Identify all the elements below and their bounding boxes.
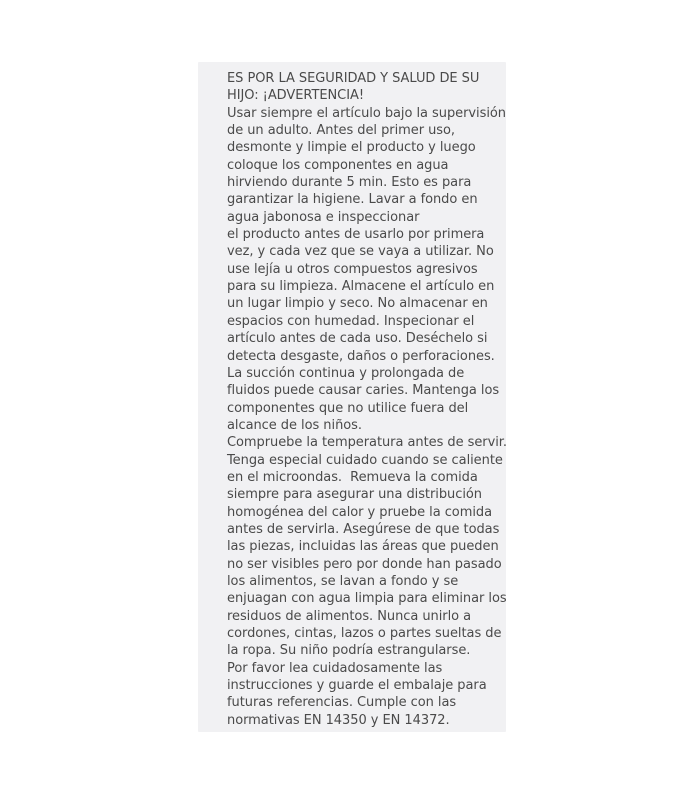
label-line: las piezas, incluidas las áreas que pueden bbox=[227, 539, 499, 555]
label-line: para su limpieza. Almacene el artículo en bbox=[227, 279, 495, 295]
label-line: siempre para asegurar una distribución bbox=[227, 487, 482, 503]
label-line: detecta desgaste, daños o perforaciones. bbox=[227, 348, 495, 364]
label-line: un lugar limpio y seco. No almacenar en bbox=[227, 296, 488, 312]
label-line: Tenga especial cuidado cuando se caliente bbox=[227, 452, 503, 468]
label-line: coloque los componentes en agua bbox=[227, 157, 449, 173]
label-line: Por favor lea cuidadosamente las bbox=[227, 660, 443, 676]
label-line: La succión continua y prolongada de bbox=[227, 365, 465, 381]
label-line: en el microondas. Remueva la comida bbox=[227, 469, 478, 485]
label-line: enjuagan con agua limpia para eliminar los bbox=[227, 591, 507, 607]
label-line: componentes que no utilice fuera del bbox=[227, 400, 469, 416]
label-line: use lejía u otros compuestos agresivos bbox=[227, 261, 478, 277]
label-line: Compruebe la temperatura antes de servir. bbox=[227, 435, 507, 451]
label-line: no ser visibles pero por donde han pasado bbox=[227, 556, 502, 572]
label-line: desmonte y limpie el producto y luego bbox=[227, 140, 476, 156]
label-line: garantizar la higiene. Lavar a fondo en bbox=[227, 192, 478, 208]
label-line: instrucciones y guarde el embalaje para bbox=[227, 678, 487, 694]
label-line: antes de servirla. Asegúrese de que todas bbox=[227, 521, 500, 537]
label-line: futuras referencias. Cumple con las bbox=[227, 695, 457, 711]
label-line: la ropa. Su niño podría estrangularse. bbox=[227, 643, 471, 659]
label-line: de un adulto. Antes del primer uso, bbox=[227, 123, 455, 139]
label-line: los alimentos, se lavan a fondo y se bbox=[227, 573, 459, 589]
label-line: homogénea del calor y pruebe la comida bbox=[227, 504, 492, 520]
label-line: alcance de los niños. bbox=[227, 417, 362, 433]
label-line: ES POR LA SEGURIDAD Y SALUD DE SU bbox=[227, 71, 480, 86]
label-line: agua jabonosa e inspeccionar bbox=[227, 209, 420, 225]
warning-label-text bbox=[227, 70, 506, 729]
label-line: fluidos puede causar caries. Mantenga los bbox=[227, 383, 500, 399]
label-line: residuos de alimentos. Nunca unirlo a bbox=[227, 608, 472, 624]
warning-label-sheet bbox=[198, 62, 506, 732]
label-line: Usar siempre el artículo bajo la supervisión bbox=[227, 105, 506, 121]
label-line: HIJO: ¡ADVERTENCIA! bbox=[227, 88, 364, 104]
label-line: normativas EN 14350 y EN 14372. bbox=[227, 712, 450, 728]
label-line: cordones, cintas, lazos o partes sueltas de bbox=[227, 626, 502, 641]
label-line: artículo antes de cada uso. Deséchelo si bbox=[227, 331, 488, 347]
label-line: vez, y cada vez que se vaya a utilizar. No bbox=[227, 244, 494, 260]
label-line: espacios con humedad. Inspecionar el bbox=[227, 313, 475, 329]
label-line: el producto antes de usarlo por primera bbox=[227, 227, 485, 243]
label-line: hirviendo durante 5 min. Esto es para bbox=[227, 175, 472, 191]
